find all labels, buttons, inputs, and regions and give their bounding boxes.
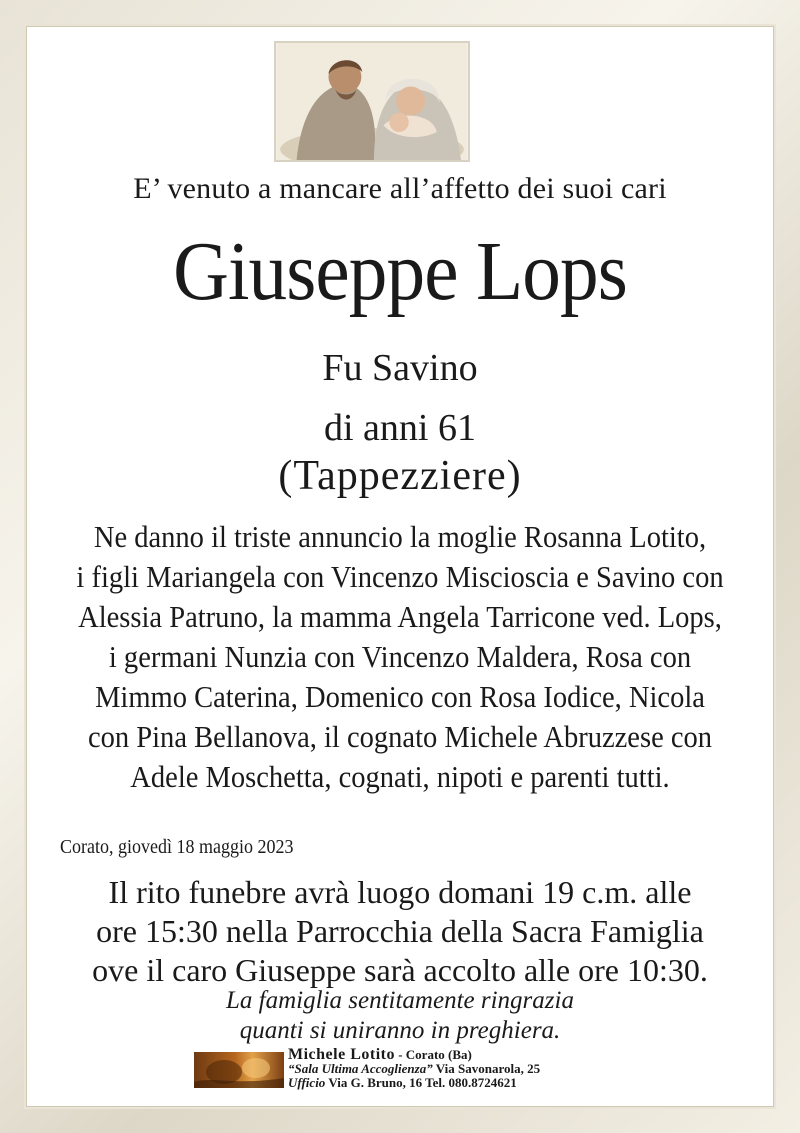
intro-text: E’ venuto a mancare all’affetto dei suoi cari [133,172,667,205]
date-text: Corato, giovedì 18 maggio 2023 [60,836,294,858]
thanks-line: La famiglia sentitamente ringrazia [226,987,574,1014]
body-line: con Pina Bellanova, il cognato Michele Abruzzese con [87,719,713,754]
body-line: Adele Moschetta, cognati, nipoti e parenti tutti. [130,759,670,794]
funeral-home-office: Ufficio [288,1075,326,1090]
funeral-rite-text [40,873,760,990]
funeral-home-name: Michele Lotito [288,1046,395,1063]
body-line: Ne danno il triste annuncio la moglie Rosanna Lotito, [93,519,707,554]
rite-line: ove il caro Giuseppe sarà accolto alle ore 10:30. [92,952,708,988]
body-line: Mimmo Caterina, Domenico con Rosa Iodice, Nicola [95,679,705,714]
rite-line: ore 15:30 nella Parrocchia della Sacra Famiglia [96,913,704,949]
profession-text: (Tappezziere) [278,453,522,499]
thanks-line: quanti si uniranno in preghiera. [239,1017,561,1044]
funeral-home-logo [194,1052,284,1088]
funeral-home-office-address: Via G. Bruno, 16 Tel. 080.8724621 [325,1075,517,1090]
holy-family-image [274,41,470,162]
father-name: Fu Savino [322,347,478,389]
age-text: di anni 61 [324,407,476,449]
deceased-name: Giuseppe Lops [173,225,627,318]
funeral-home-hall-address: Via Savonarola, 25 [432,1061,541,1076]
holy-family-icon [276,43,468,160]
funeral-home-logo-icon [194,1052,284,1088]
funeral-home-hall: “Sala Ultima Accoglienza” [288,1061,433,1076]
thanks-text [0,986,800,1046]
announcement-body [69,517,731,797]
funeral-home-place: - Corato (Ba) [394,1047,472,1062]
body-line: i figli Mariangela con Vincenzo Miscioscia e Savino con [76,559,724,594]
funeral-home-info [288,1048,540,1090]
rite-line: Il rito funebre avrà luogo domani 19 c.m. alle [108,874,692,910]
body-line: i germani Nunzia con Vincenzo Maldera, Rosa con [108,639,692,674]
body-line: Alessia Patruno, la mamma Angela Tarricone ved. Lops, [78,599,722,634]
